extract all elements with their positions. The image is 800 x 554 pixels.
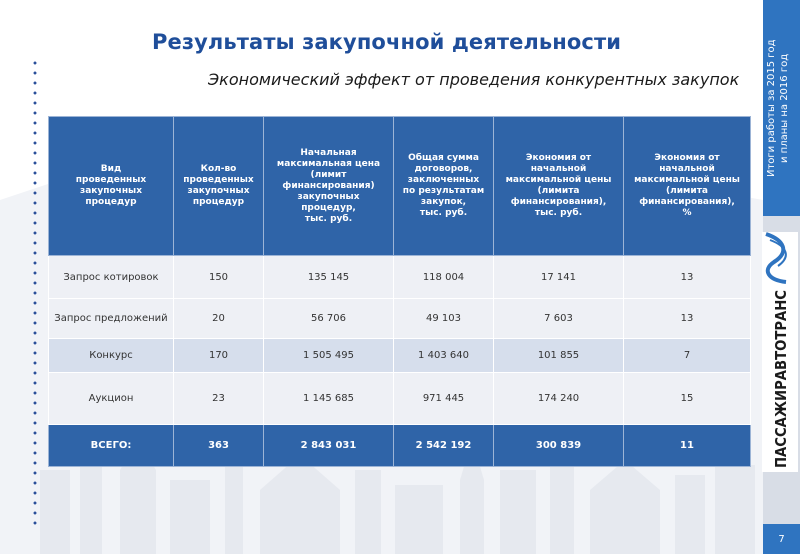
cell-contract-total: 971 445 [394,373,494,425]
cell-initial-max-price: 56 706 [264,299,394,339]
cell-savings-rub: 7 603 [494,299,624,339]
page-title: Результаты закупочной деятельности [152,30,622,54]
cell-savings-rub: 174 240 [494,373,624,425]
header-savings-rub: Экономия от начальной максимальной цены (лимита финансирования), тыс. руб. [494,117,624,256]
cell-initial-max-price: 1 145 685 [264,373,394,425]
cell-procedure-type: Конкурс [49,339,174,373]
header-procedure-count: Кол-во проведенных закупочных процедур [174,117,264,256]
total-savings-rub: 300 839 [494,425,624,467]
svg-text:ПАССАЖИРАВТОТРАНС: ПАССАЖИРАВТОТРАНС [772,265,790,468]
cell-initial-max-price: 135 145 [264,256,394,299]
cell-contract-total: 1 403 640 [394,339,494,373]
cell-savings-percent: 13 [624,256,751,299]
cell-procedure-count: 170 [174,339,264,373]
cell-procedure-type: Запрос предложений [49,299,174,339]
cell-procedure-type: Аукцион [49,373,174,425]
cell-savings-rub: 17 141 [494,256,624,299]
table-row [49,339,751,373]
header-savings-percent: Экономия от начальной максимальной цены (лимита финансирования), % [624,117,751,256]
cell-initial-max-price: 1 505 495 [264,339,394,373]
table-row [49,256,751,299]
total-contract-total: 2 542 192 [394,425,494,467]
cell-contract-total: 118 004 [394,256,494,299]
cell-procedure-type: Запрос котировок [49,256,174,299]
cell-procedure-count: 23 [174,373,264,425]
header-contract-total: Общая сумма договоров, заключенных по результатам закупок, тыс. руб. [394,117,494,256]
cell-procedure-count: 20 [174,299,264,339]
header-initial-max-price: Начальная максимальная цена (лимит финансирования) закупочных процедур, тыс. руб. [264,117,394,256]
total-label: ВСЕГО: [49,425,174,467]
side-tab-label: Итоги работы за 2015 год и планы на 2016 год [766,39,790,177]
cell-savings-rub: 101 855 [494,339,624,373]
dotted-divider [33,58,37,528]
table-header-row [49,117,751,256]
cell-savings-percent: 7 [624,339,751,373]
cell-contract-total: 49 103 [394,299,494,339]
company-logo [756,232,800,472]
total-procedure-count: 363 [174,425,264,467]
cell-savings-percent: 15 [624,373,751,425]
header-procedure-type: Вид проведенных закупочных процедур [49,117,174,256]
cell-savings-percent: 13 [624,299,751,339]
table-row [49,373,751,425]
cell-procedure-count: 150 [174,256,264,299]
page-number: 7 [763,524,800,554]
total-initial-max-price: 2 843 031 [264,425,394,467]
procurement-table [48,116,751,467]
table-total-row [49,425,751,467]
table-row [49,299,751,339]
total-savings-percent: 11 [624,425,751,467]
page-subtitle: Экономический эффект от проведения конкурентных закупок [208,70,740,89]
